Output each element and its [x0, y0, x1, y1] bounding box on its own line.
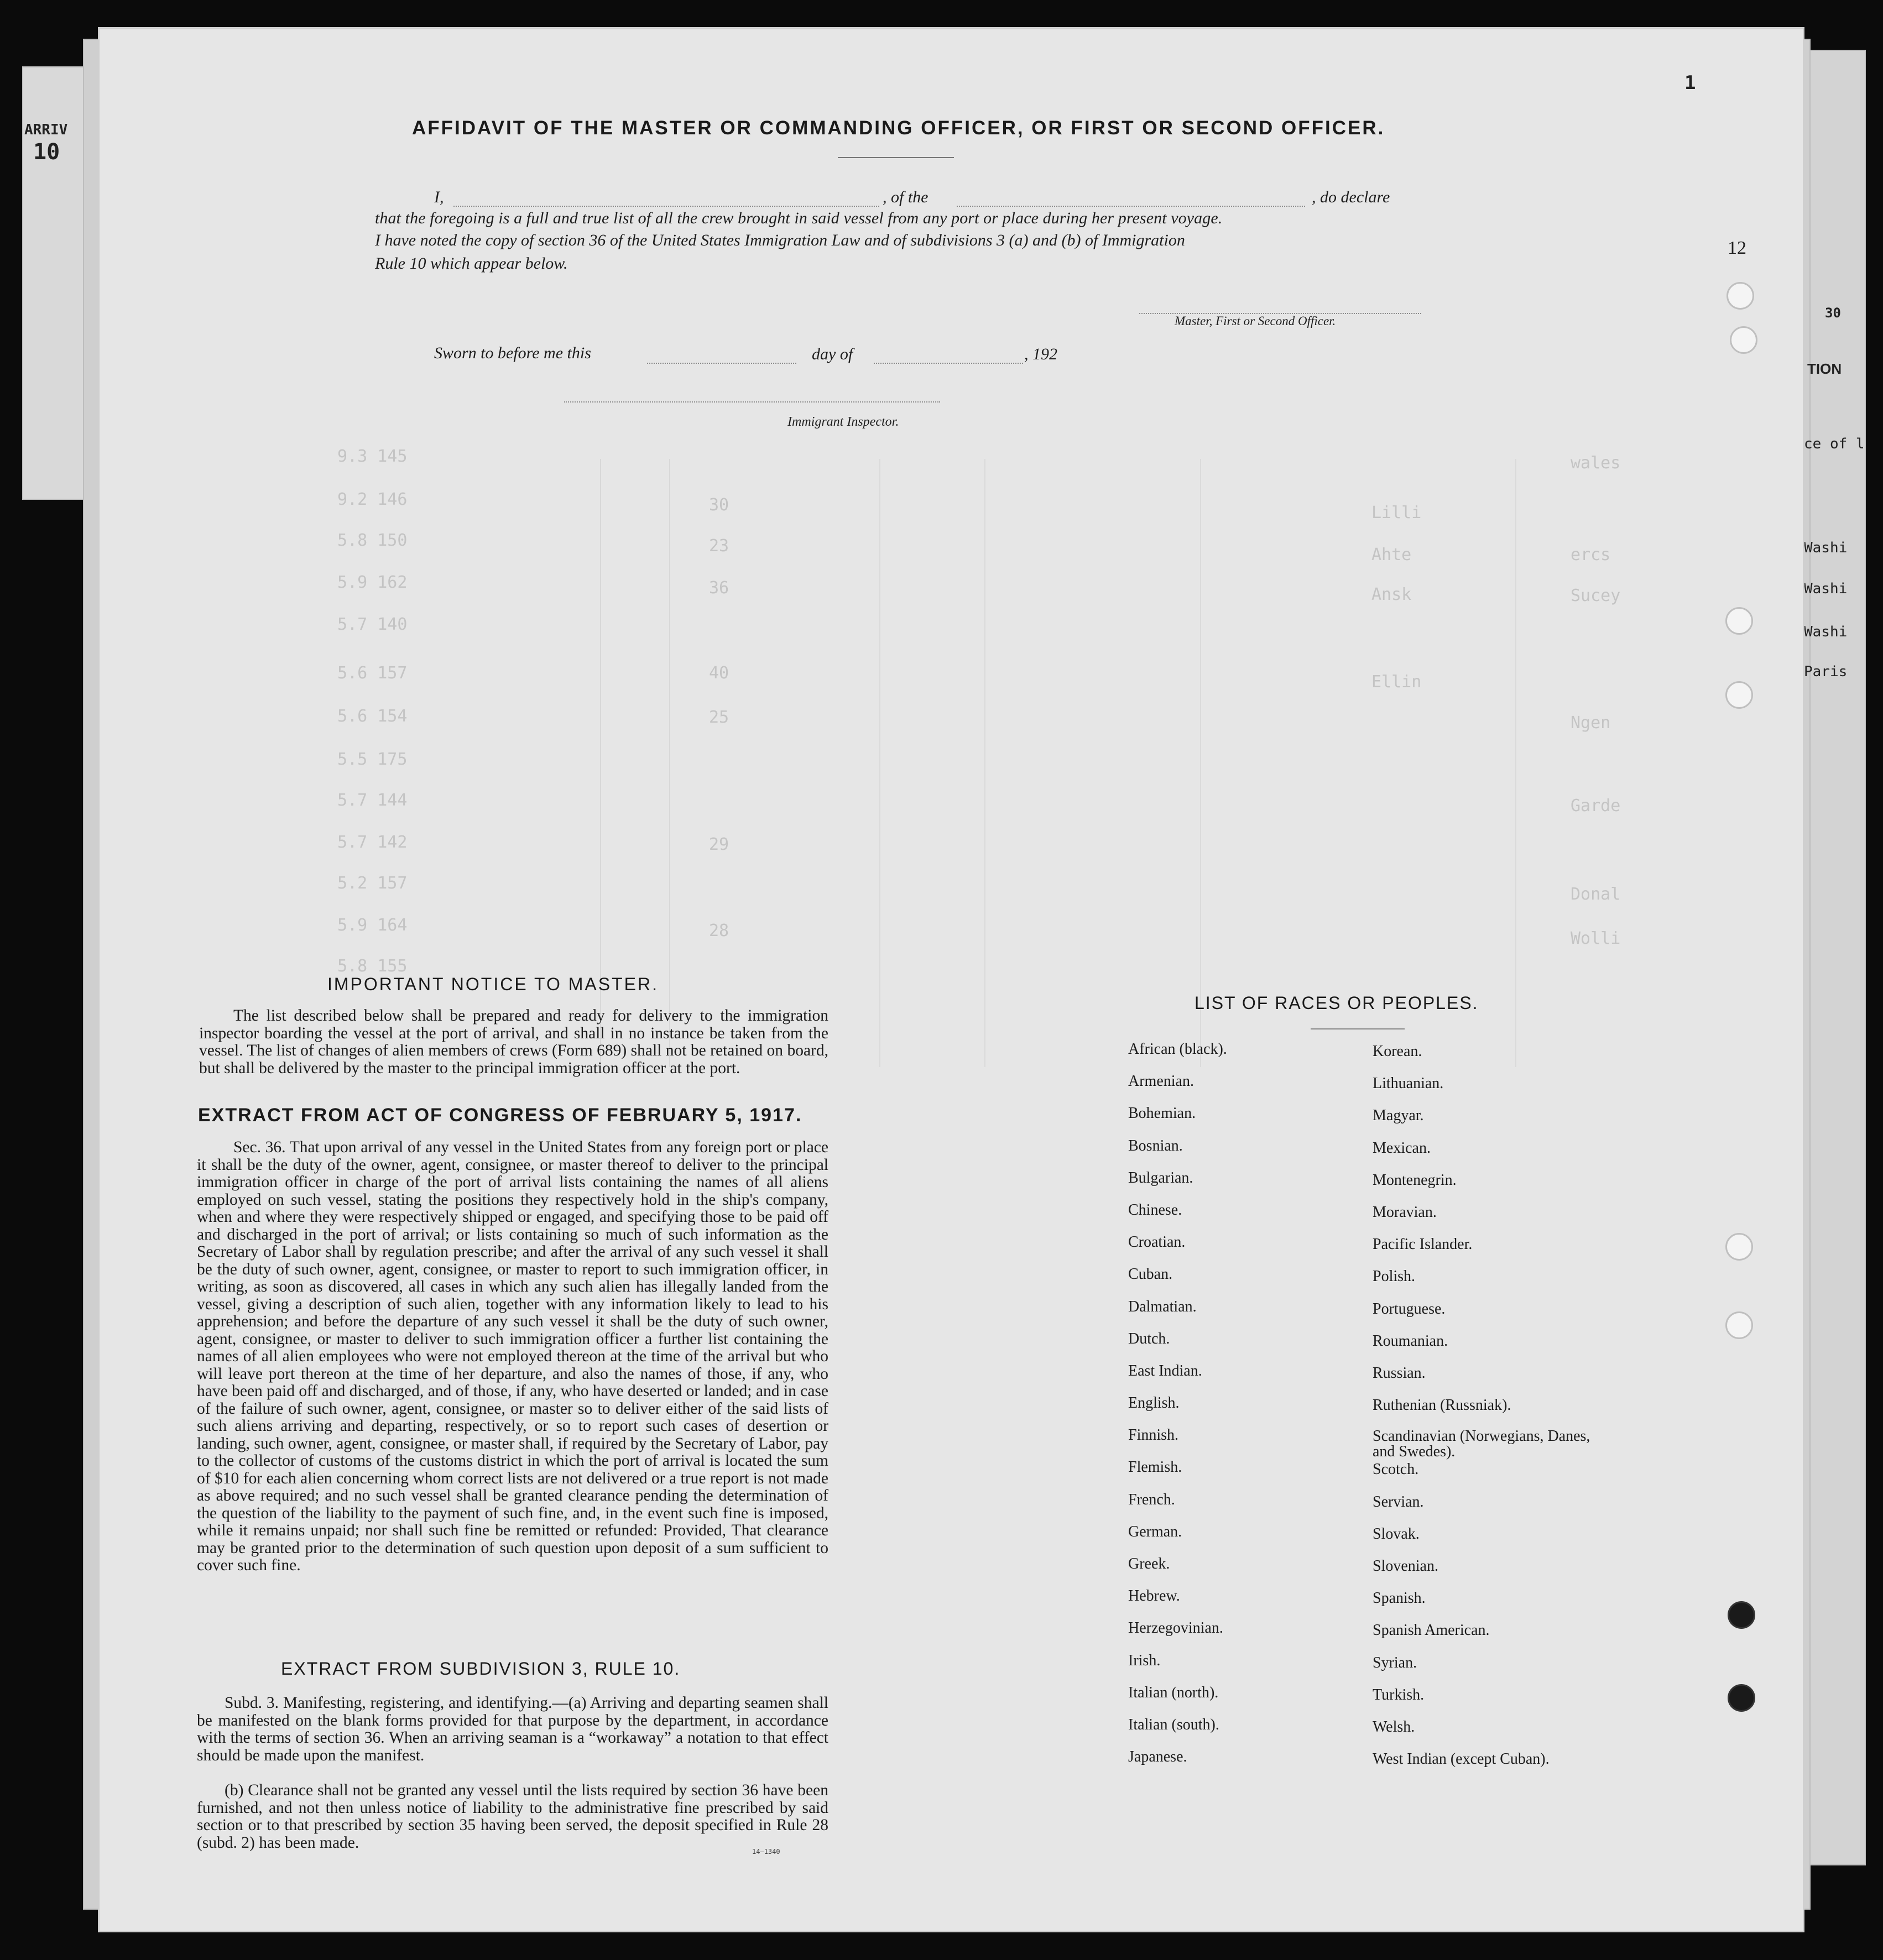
race-item: Italian (south). [1128, 1716, 1219, 1733]
punch-hole-dark [1728, 1601, 1755, 1629]
notice-heading: IMPORTANT NOTICE TO MASTER. [327, 974, 659, 994]
affidavit-line-1: that the foregoing is a full and true list of all the crew brought in said vessel from any port or place during her present voyage. [375, 209, 1223, 227]
sworn-month-line [874, 363, 1023, 364]
race-item: German. [1128, 1523, 1182, 1540]
race-item: Herzegovinian. [1128, 1619, 1223, 1637]
affidavit-name-line [453, 206, 879, 207]
race-item: Croatian. [1128, 1234, 1186, 1251]
race-item: Turkish. [1373, 1686, 1425, 1703]
punch-hole [1725, 1233, 1753, 1261]
race-item: Russian. [1373, 1364, 1426, 1382]
right-washington-3: Washi [1804, 624, 1848, 640]
punch-hole [1730, 326, 1757, 354]
year-label: , 192 [1024, 345, 1057, 363]
races-right-column [1373, 1043, 1594, 1783]
race-item: Servian. [1373, 1493, 1424, 1510]
race-item: Korean. [1373, 1043, 1422, 1060]
affidavit-of-the-label: , of the [883, 188, 929, 206]
right-code: 30 [1825, 305, 1841, 321]
punch-hole [1725, 607, 1753, 635]
day-of-label: day of [812, 345, 853, 363]
race-item: Ruthenian (Russniak). [1373, 1397, 1511, 1414]
race-item: Greek. [1128, 1555, 1170, 1572]
punch-hole [1725, 1311, 1753, 1339]
race-item: African (black). [1128, 1041, 1227, 1058]
punch-hole [1726, 282, 1754, 310]
race-item: West Indian (except Cuban). [1373, 1750, 1550, 1768]
rule-para-a: Subd. 3. Manifesting, registering, and identifying.—(a) Arriving and departing seamen shall be manifested on the blank forms provided for that purpose by the department, in accordance with the terms of section 36. When an arriving seaman is a “workaway” a notation to that effect should be made upon the manifest. [197, 1694, 828, 1764]
race-item: Scotch. [1373, 1461, 1419, 1478]
race-item: Hebrew. [1128, 1587, 1180, 1605]
race-item: Moravian. [1373, 1203, 1437, 1221]
race-item: Dutch. [1128, 1330, 1170, 1347]
right-washington-1: Washi [1804, 540, 1848, 556]
affidavit-line-3: Rule 10 which appear below. [375, 254, 568, 273]
left-tab-arrival: ARRIV [24, 122, 68, 138]
rule-heading: EXTRACT FROM SUBDIVISION 3, RULE 10. [281, 1659, 681, 1679]
race-item: Slovenian. [1373, 1557, 1438, 1575]
race-item: Polish. [1373, 1268, 1416, 1285]
rule-para-b: (b) Clearance shall not be granted any vessel until the lists required by section 36 have been furnished, and not then unless notice of liability to the administrative fine prescribed by said section or to that prescribed by section 35 having been served, the deposit specified in Rule 28 (subd. 2) has been made. [197, 1781, 828, 1852]
race-item: Bohemian. [1128, 1105, 1196, 1122]
notice-body: The list described below shall be prepared and ready for delivery to the immigration inspector boarding the vessel at the port of arrival, and shall in no instance be taken from the vessel. The list of changes of alien members of crews (Form 689) shall not be retained on board, but shall be delivered by the master to the principal immigration officer at the port. [199, 1007, 828, 1077]
punch-hole [1725, 681, 1753, 709]
race-item: Finnish. [1128, 1426, 1179, 1444]
right-washington-2: Washi [1804, 581, 1848, 597]
race-item: Japanese. [1128, 1748, 1187, 1766]
form-number: 14—1340 [752, 1848, 780, 1856]
race-item: Pacific Islander. [1373, 1236, 1473, 1253]
act-body: Sec. 36. That upon arrival of any vessel in the United States from any foreign port or place it shall be the duty of the owner, agent, consignee, or master thereof to deliver to the principal immigration officer in charge of the port of arrival lists containing the names of all aliens employed on such vessel, stating the positions they respectively hold in the ship's company, when and where they were respectively shipped or engaged, and specifying those to be paid off and discharged in the port of arrival; or lists containing so much of such information as the Secretary of Labor shall by regulation prescribe; and after the arrival of any such vessel it shall be the duty of such owner, agent, consignee, or master to report to such immigration officer, in writing, as soon as discovered, all cases in which any such alien has illegally landed from the vessel, giving a description of such alien, together with any information likely to lead to his apprehension; and before the departure of any such vessel it shall be the duty of such owner, agent, consignee, or master to deliver to such immigration officer a further list containing the names of all alien employees who were not employed thereon at the time of the arrival but who will leave port thereon at the time of her departure, and also the names of those, if any, who have been paid off and discharged, and of those, if any, who have deserted or landed; and in case of the failure of such owner, agent, consignee, or master so to deliver either of the said lists of such aliens arriving and departing, respectively, or so to report such cases of desertion or landing, such owner, agent, consignee, or master shall, if required by the Secretary of Labor, pay to the collector of customs of the customs district in which the port of arrival is located the sum of $10 for each alien concerning whom correct lists are not delivered or a true report is not made as above required; and no such vessel shall be granted clearance pending the determination of the question of the liability to the payment of such fine, and, in the event such fine is imposed, while it remains unpaid; nor shall such fine be remitted or refunded: Provided, That clearance may be granted prior to the determination of such question upon deposit of a sum sufficient to cover such fine. [197, 1138, 828, 1574]
act-heading: EXTRACT FROM ACT OF CONGRESS OF FEBRUARY 5, 1917. [198, 1105, 802, 1126]
races-left-column [1128, 1041, 1227, 1780]
race-item: Italian (north). [1128, 1684, 1219, 1701]
signature-label: Master, First or Second Officer. [1175, 314, 1336, 328]
race-item: Bosnian. [1128, 1137, 1183, 1154]
inspector-label: Immigrant Inspector. [787, 415, 899, 429]
race-item: Welsh. [1373, 1718, 1415, 1736]
affidavit-vessel-line [957, 206, 1305, 207]
inspector-line [564, 401, 940, 403]
race-item: Syrian. [1373, 1654, 1417, 1671]
left-tab-number: 10 [33, 139, 60, 165]
race-item: Irish. [1128, 1651, 1161, 1669]
race-item: Roumanian. [1373, 1332, 1448, 1350]
race-item: Lithuanian. [1373, 1075, 1444, 1093]
race-item: Magyar. [1373, 1107, 1424, 1125]
race-item: Chinese. [1128, 1201, 1182, 1219]
corner-mark: 1 [1684, 72, 1696, 94]
race-item: French. [1128, 1491, 1175, 1508]
right-tion: TION [1807, 360, 1842, 377]
sworn-day-line [647, 363, 796, 364]
sworn-label: Sworn to before me this [434, 344, 591, 362]
affidavit-line-2: I have noted the copy of section 36 of the United States Immigration Law and of subdivisions 3 (a) and (b) of Immigration [375, 231, 1185, 249]
race-item: Bulgarian. [1128, 1169, 1193, 1187]
race-item: Dalmatian. [1128, 1298, 1197, 1315]
race-item: East Indian. [1128, 1362, 1202, 1379]
race-item: Spanish. [1373, 1590, 1426, 1607]
affidavit-title-rule [838, 157, 954, 158]
race-item: Scandinavian (Norwegians, Danes, and Swedes). [1373, 1428, 1590, 1461]
race-item: Portuguese. [1373, 1300, 1446, 1318]
affidavit-title: AFFIDAVIT OF THE MASTER OR COMMANDING OFFICER, OR FIRST OR SECOND OFFICER. [412, 117, 1385, 139]
page-mark: 12 [1728, 238, 1746, 258]
races-heading: LIST OF RACES OR PEOPLES. [1195, 993, 1479, 1013]
race-item: English. [1128, 1394, 1180, 1412]
right-paris: Paris [1804, 663, 1848, 680]
right-ce: ce of l [1804, 436, 1865, 452]
affidavit-i-label: I, [434, 188, 444, 206]
affidavit-do-declare-label: , do declare [1312, 188, 1390, 206]
race-item: Montenegrin. [1373, 1171, 1457, 1189]
race-item: Spanish American. [1373, 1622, 1490, 1639]
race-item: Slovak. [1373, 1525, 1420, 1543]
race-item: Cuban. [1128, 1266, 1173, 1283]
race-item: Mexican. [1373, 1139, 1431, 1157]
races-heading-rule [1311, 1028, 1405, 1029]
race-item: Flemish. [1128, 1459, 1182, 1476]
race-item: Armenian. [1128, 1073, 1194, 1090]
punch-hole-dark [1728, 1684, 1755, 1712]
